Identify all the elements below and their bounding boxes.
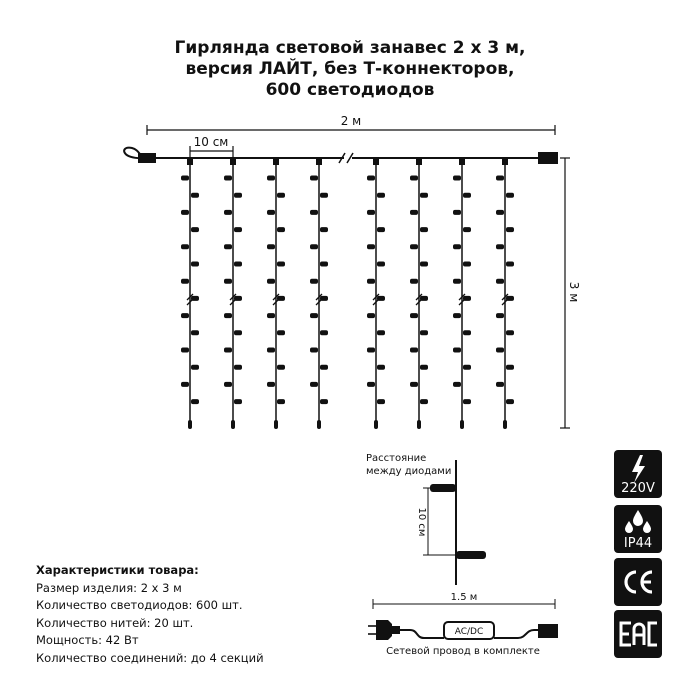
led-diode xyxy=(453,210,461,215)
led-diode xyxy=(234,193,242,198)
led-diode xyxy=(310,210,318,215)
title-line-3: 600 светодиодов xyxy=(265,80,435,100)
led-diode xyxy=(234,365,242,370)
led-strand xyxy=(496,158,514,429)
spec-size: Размер изделия: 2 х 3 м xyxy=(36,580,182,595)
led-diode xyxy=(496,382,504,387)
end-connector xyxy=(538,152,558,164)
led-diode xyxy=(277,262,285,267)
led-diode xyxy=(181,382,189,387)
led-diode xyxy=(224,279,232,284)
ce-mark-badge xyxy=(614,558,662,606)
led-diode xyxy=(367,382,375,387)
spacing-label: 10 см xyxy=(193,135,229,149)
led-diode xyxy=(377,365,385,370)
detail-spacing-label: 10 см xyxy=(416,507,427,537)
ip-label: IP44 xyxy=(623,536,653,551)
led-diode xyxy=(320,399,328,404)
led-diode xyxy=(453,313,461,318)
adapter-label: AC/DC xyxy=(454,627,484,637)
detail-diode-lower xyxy=(456,551,486,559)
spec-led-count: Количество светодиодов: 600 шт. xyxy=(36,598,243,612)
led-strand xyxy=(181,158,199,429)
ce-mark-icon xyxy=(614,558,662,606)
led-diode xyxy=(234,330,242,335)
led-diode xyxy=(320,330,328,335)
spec-connections: Количество соединений: до 4 секций xyxy=(36,650,264,665)
led-strands xyxy=(181,158,514,429)
led-diode xyxy=(367,313,375,318)
led-diode xyxy=(463,262,471,267)
led-diode xyxy=(310,313,318,318)
led-diode xyxy=(463,399,471,404)
led-diode xyxy=(367,176,375,181)
led-diode xyxy=(234,262,242,267)
led-diode xyxy=(506,365,514,370)
led-diode xyxy=(506,296,514,301)
led-diode xyxy=(367,279,375,284)
led-diode xyxy=(496,244,504,249)
led-diode xyxy=(224,176,232,181)
led-diode xyxy=(463,193,471,198)
led-diode xyxy=(463,296,471,301)
detail-caption-line-2: между диодами xyxy=(366,466,452,477)
cable-caption: Сетевой провод в комплекте xyxy=(386,646,540,657)
led-diode xyxy=(234,296,242,301)
led-diode xyxy=(410,176,418,181)
led-diode xyxy=(506,227,514,232)
plug-icon xyxy=(368,620,400,640)
led-diode xyxy=(234,227,242,232)
led-diode xyxy=(420,365,428,370)
led-diode xyxy=(506,193,514,198)
led-diode xyxy=(463,330,471,335)
led-diode xyxy=(420,296,428,301)
led-diode xyxy=(420,227,428,232)
led-diode xyxy=(367,244,375,249)
led-diode xyxy=(367,348,375,353)
cable-connector xyxy=(538,624,558,638)
led-diode xyxy=(277,399,285,404)
led-diode xyxy=(181,176,189,181)
diode-spacing-detail xyxy=(423,460,486,585)
led-diode xyxy=(420,193,428,198)
led-diode xyxy=(410,210,418,215)
led-diode xyxy=(234,399,242,404)
led-diode xyxy=(410,244,418,249)
product-specs xyxy=(36,562,264,667)
led-diode xyxy=(453,244,461,249)
led-diode xyxy=(453,348,461,353)
led-diode xyxy=(496,210,504,215)
led-diode xyxy=(377,330,385,335)
ip-rating-badge xyxy=(614,505,662,553)
led-diode xyxy=(277,296,285,301)
led-diode xyxy=(310,176,318,181)
led-diode xyxy=(277,330,285,335)
led-diode xyxy=(420,262,428,267)
detail-diode-upper xyxy=(430,484,456,492)
led-diode xyxy=(181,244,189,249)
led-diode xyxy=(420,399,428,404)
led-diode xyxy=(320,193,328,198)
led-diode xyxy=(377,296,385,301)
led-diode xyxy=(267,176,275,181)
height-label: 3 м xyxy=(567,281,581,303)
led-diode xyxy=(377,193,385,198)
led-diode xyxy=(496,313,504,318)
led-diode xyxy=(310,382,318,387)
led-diode xyxy=(420,330,428,335)
led-diode xyxy=(453,382,461,387)
title-line-2: версия ЛАЙТ, без Т-коннекторов, xyxy=(185,59,515,79)
led-diode xyxy=(410,279,418,284)
led-diode xyxy=(320,296,328,301)
led-diode xyxy=(181,210,189,215)
led-diode xyxy=(267,279,275,284)
led-diode xyxy=(191,399,199,404)
led-diode xyxy=(267,244,275,249)
led-diode xyxy=(277,227,285,232)
led-diode xyxy=(191,262,199,267)
title-line-1: Гирлянда световой занавес 2 х 3 м, xyxy=(174,38,526,58)
voltage-label: 220V xyxy=(621,481,655,496)
led-diode xyxy=(224,382,232,387)
led-diode xyxy=(181,313,189,318)
eac-mark-badge xyxy=(614,610,662,658)
voltage-badge xyxy=(614,450,662,498)
cable-length-label: 1.5 м xyxy=(450,592,478,603)
led-diode xyxy=(453,279,461,284)
led-diode xyxy=(367,210,375,215)
led-diode xyxy=(191,365,199,370)
led-diode xyxy=(191,193,199,198)
led-diode xyxy=(377,262,385,267)
led-diode xyxy=(267,348,275,353)
led-diode xyxy=(377,227,385,232)
led-diode xyxy=(463,365,471,370)
led-diode xyxy=(496,176,504,181)
led-diode xyxy=(181,279,189,284)
led-diode xyxy=(224,348,232,353)
led-diode xyxy=(267,382,275,387)
led-diode xyxy=(224,244,232,249)
led-diode xyxy=(277,193,285,198)
spec-strand-count: Количество нитей: 20 шт. xyxy=(36,615,194,630)
led-diode xyxy=(310,279,318,284)
specs-heading: Характеристики товара: xyxy=(36,563,199,577)
eac-mark-icon xyxy=(614,610,662,658)
width-label: 2 м xyxy=(340,114,362,128)
led-strand xyxy=(367,158,385,429)
input-plug xyxy=(138,153,156,163)
led-diode xyxy=(377,399,385,404)
led-diode xyxy=(310,244,318,249)
led-diode xyxy=(410,382,418,387)
led-diode xyxy=(191,330,199,335)
led-diode xyxy=(267,210,275,215)
led-diode xyxy=(506,262,514,267)
led-diode xyxy=(320,262,328,267)
led-diode xyxy=(506,330,514,335)
led-diode xyxy=(320,365,328,370)
led-diode xyxy=(191,296,199,301)
led-strand xyxy=(410,158,428,429)
led-strand xyxy=(453,158,471,429)
led-diode xyxy=(310,348,318,353)
led-diode xyxy=(224,313,232,318)
led-diode xyxy=(191,227,199,232)
led-diode xyxy=(320,227,328,232)
led-diode xyxy=(410,348,418,353)
led-diode xyxy=(410,313,418,318)
led-diode xyxy=(496,279,504,284)
led-diode xyxy=(453,176,461,181)
detail-caption-line-1: Расстояние xyxy=(366,453,427,464)
led-strand xyxy=(310,158,328,429)
led-diode xyxy=(267,313,275,318)
led-diode xyxy=(463,227,471,232)
led-diode xyxy=(224,210,232,215)
led-diode xyxy=(181,348,189,353)
led-diode xyxy=(496,348,504,353)
spec-power: Мощность: 42 Вт xyxy=(36,633,139,647)
led-strand xyxy=(267,158,285,429)
led-diode xyxy=(506,399,514,404)
led-strand xyxy=(224,158,242,429)
led-diode xyxy=(277,365,285,370)
